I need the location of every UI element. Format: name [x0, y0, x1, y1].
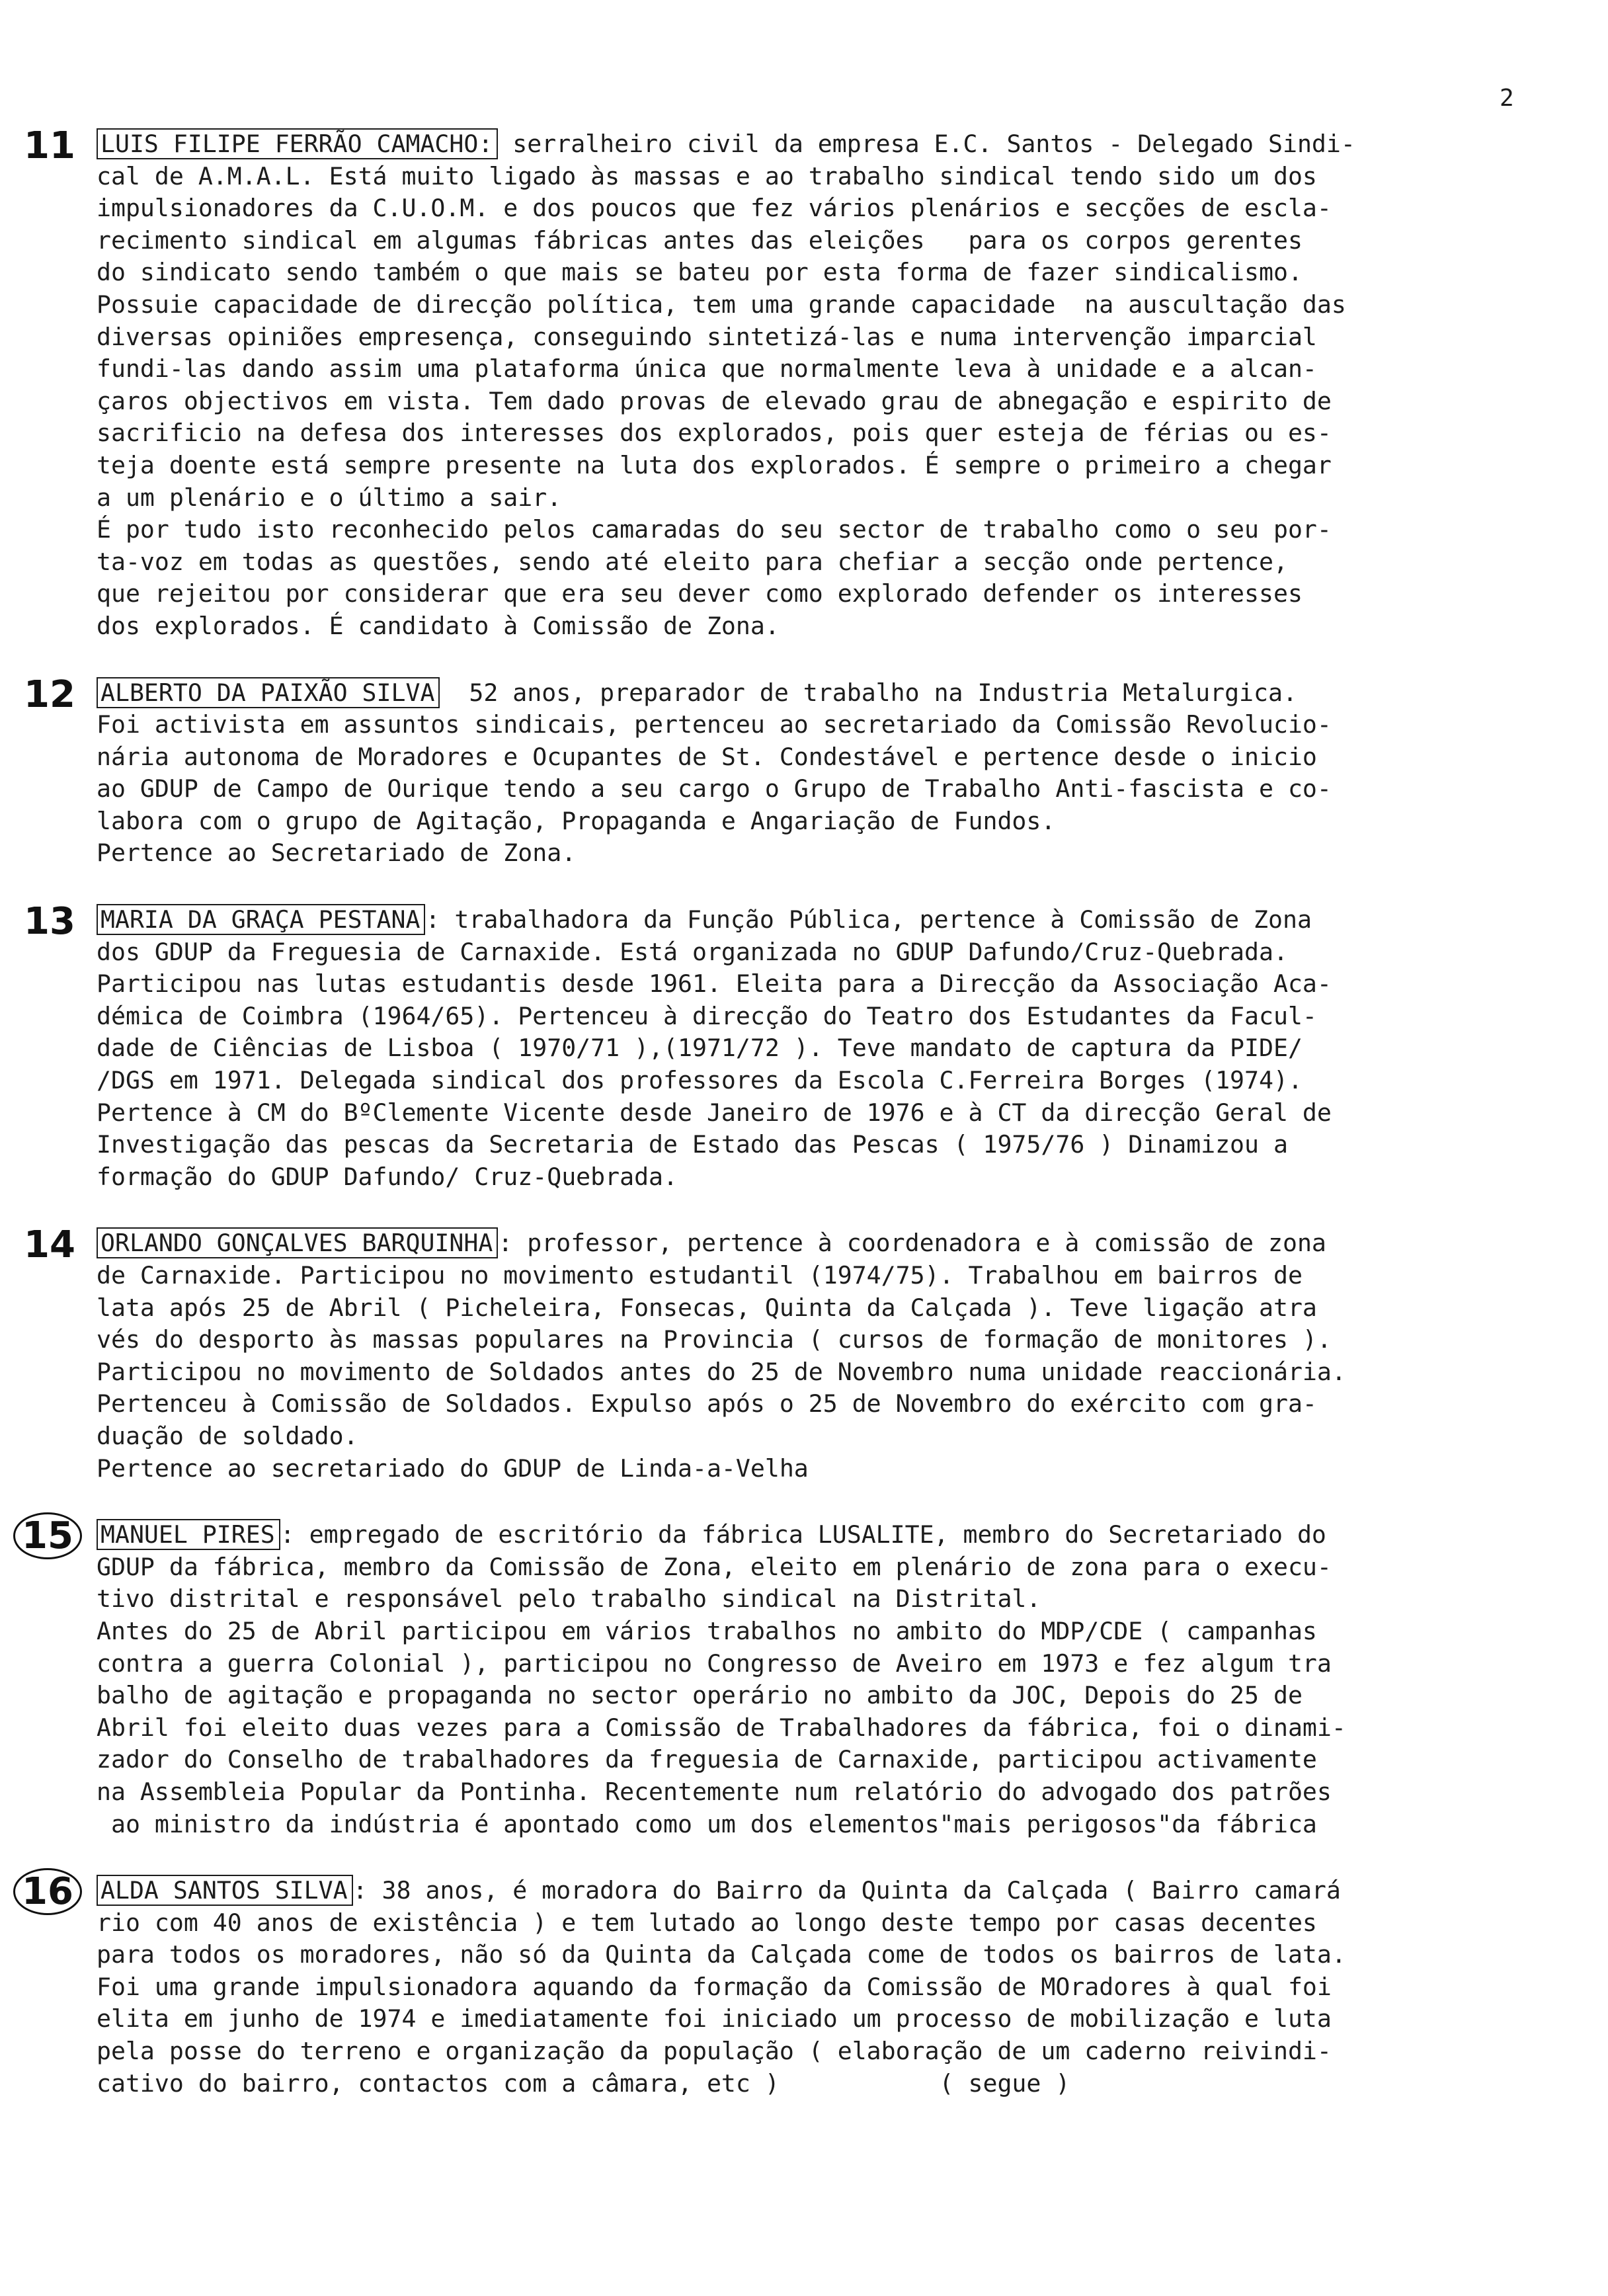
entry-body: GDUP da fábrica, membro da Comissão de Zona, eleito em plenário de zona para o execu- tivo distrital e responsável pelo trabalho sindical na Distrital. Antes do 25 de Abril participou em vários trabalhos no ambito do MDP/CDE ( campanhas contra a guerra Colonial ), participou no Congresso de Aveiro em 1973 e fez algum tra balho de agitação e propaganda no sector operário no ambito da JOC, Depois do 25 de Abril foi eleito duas vezes para a Comissão de Trabalhadores da fábrica, foi o dinami- zador do Conselho de trabalhadores da freguesia de Carnaxide, participou activamente na Assembleia Popular da Pontinha. Recentemente num relatório do advogado dos patrões ao ministro da indústria é apontado como um dos elementos"mais perigosos"da fábrica — [97, 1552, 1346, 1838]
entry-number: 15 — [13, 1512, 82, 1559]
entry-first-line: : 38 anos, é moradora do Bairro da Quinta da Calçada ( Bairro camará — [352, 1876, 1341, 1905]
entry-first-line: : empregado de escritório da fábrica LUSALITE, membro do Secretariado do — [280, 1520, 1326, 1549]
entry-number: 16 — [13, 1868, 82, 1915]
entry-name: ALDA SANTOS SILVA — [97, 1875, 353, 1906]
entry-16 — [22, 1870, 1518, 2100]
entry-text — [97, 904, 1518, 1193]
entry-body: dos GDUP da Freguesia de Carnaxide. Está organizada no GDUP Dafundo/Cruz-Quebrada. Participou nas lutas estudantis desde 1961. Eleita para a Direcção da Associação Aca- démica de Coimbra (1964/65). Pertenceu à direcção do Teatro dos Estudantes da Facul- dade de Ciências de Lisboa ( 1970/71 ),(1971/72 ). Teve mandato de captura da PIDE/ /DGS em 1971. Delegada sindical dos professores da Escola C.Ferreira Borges (1974). Pertence à CM do BºClemente Vicente desde Janeiro de 1976 e à CT da direcção Geral de Investigação das pescas da Secretaria de Estado das Pescas ( 1975/76 ) Dinamizou a formação do GDUP Dafundo/ Cruz-Quebrada. — [97, 937, 1332, 1191]
page-number: 2 — [1500, 85, 1514, 112]
entry-13 — [24, 900, 1518, 1193]
entry-11 — [24, 124, 1518, 643]
entry-name: MARIA DA GRAÇA PESTANA — [97, 904, 425, 935]
entry-number: 14 — [24, 1223, 75, 1267]
entry-14 — [24, 1223, 1518, 1485]
entry-body: Foi activista em assuntos sindicais, pertenceu ao secretariado da Comissão Revolucio- nária autonoma de Moradores e Ocupantes de St. Condestável e pertence desde o inicio ao GDUP de Campo de Ourique tendo a seu cargo o Grupo de Trabalho Anti-fascista e co- labora com o grupo de Agitação, Propaganda e Angariação de Fundos. Pertence ao Secretariado de Zona. — [97, 710, 1332, 868]
entry-name: MANUEL PIRES — [97, 1519, 280, 1550]
entry-15 — [22, 1514, 1518, 1840]
entry-text — [97, 677, 1518, 870]
entry-text — [97, 1519, 1518, 1840]
entry-12 — [24, 673, 1518, 870]
entry-first-line: 52 anos, preparador de trabalho na Industria Metalurgica. — [440, 678, 1297, 707]
entry-first-line: : professor, pertence à coordenadora e à comissão de zona — [498, 1229, 1326, 1258]
entries-list — [22, 124, 1518, 2134]
entry-number: 12 — [24, 673, 75, 716]
entry-number: 11 — [24, 124, 75, 167]
entry-text — [97, 1875, 1518, 2100]
entry-body: rio com 40 anos de existência ) e tem lutado ao longo deste tempo por casas decentes para todos os moradores, não só da Quinta da Calçada come de todos os bairros de lata. Foi uma grande impulsionadora aquando da formação da Comissão de MOradores à qual foi elita em junho de 1974 e imediatamente foi iniciado um processo de mobilização e luta pela posse do terreno e organização da população ( elaboração de um caderno reivindi- cativo do bairro, contactos com a câmara, etc ) ( segue ) — [97, 1908, 1346, 2098]
entry-first-line: : trabalhadora da Função Pública, pertence à Comissão de Zona — [425, 905, 1312, 934]
entry-body: de Carnaxide. Participou no movimento estudantil (1974/75). Trabalhou em bairros de lata após 25 de Abril ( Picheleira, Fonsecas, Quinta da Calçada ). Teve ligação atra vés do desporto às massas populares na Provincia ( cursos de formação de monitores ). Participou no movimento de Soldados antes do 25 de Novembro numa unidade reaccionária. Pertenceu à Comissão de Soldados. Expulso após o 25 de Novembro do exército com gra- duação de soldado. Pertence ao secretariado do GDUP de Linda-a-Velha — [97, 1261, 1346, 1483]
entry-text — [97, 128, 1518, 643]
entry-number: 13 — [24, 900, 75, 944]
entry-name: ALBERTO DA PAIXÃO SILVA — [97, 677, 440, 708]
entry-body: cal de A.M.A.L. Está muito ligado às massas e ao trabalho sindical tendo sido um dos impulsionadores da C.U.O.M. e dos poucos que fez vários plenários e secções de escla- recimento sindical em algumas fábricas antes das eleições para os corpos gerentes do sindicato sendo também o que mais se bateu por esta forma de fazer sindicalismo. Possuie capacidade de direcção política, tem uma grande capacidade na auscultação das diversas opiniões empresença, conseguindo sintetizá-las e numa intervenção imparcial fundi-las dando assim uma plataforma única que normalmente leva à unidade e a alcan- çaros objectivos em vista. Tem dado provas de elevado grau de abnegação e espirito de sacrificio na defesa dos interesses dos explorados, pois quer esteja de férias ou es- teja doente está sempre presente na luta dos explorados. É sempre o primeiro a chegar a um plenário e o último a sair. É por tudo isto reconhecido pelos camaradas do seu sector de trabalho como o seu por- ta-voz em todas as questões, sendo até eleito para chefiar a secção onde pertence, que rejeitou por considerar que era seu dever como explorado defender os interesses dos explorados. É candidato à Comissão de Zona. — [97, 161, 1346, 640]
entry-first-line: serralheiro civil da empresa E.C. Santos - Delegado Sindi- — [498, 130, 1355, 158]
entry-name: LUIS FILIPE FERRÃO CAMACHO: — [97, 128, 498, 159]
entry-text — [97, 1227, 1518, 1485]
entry-name: ORLANDO GONÇALVES BARQUINHA — [97, 1227, 498, 1258]
